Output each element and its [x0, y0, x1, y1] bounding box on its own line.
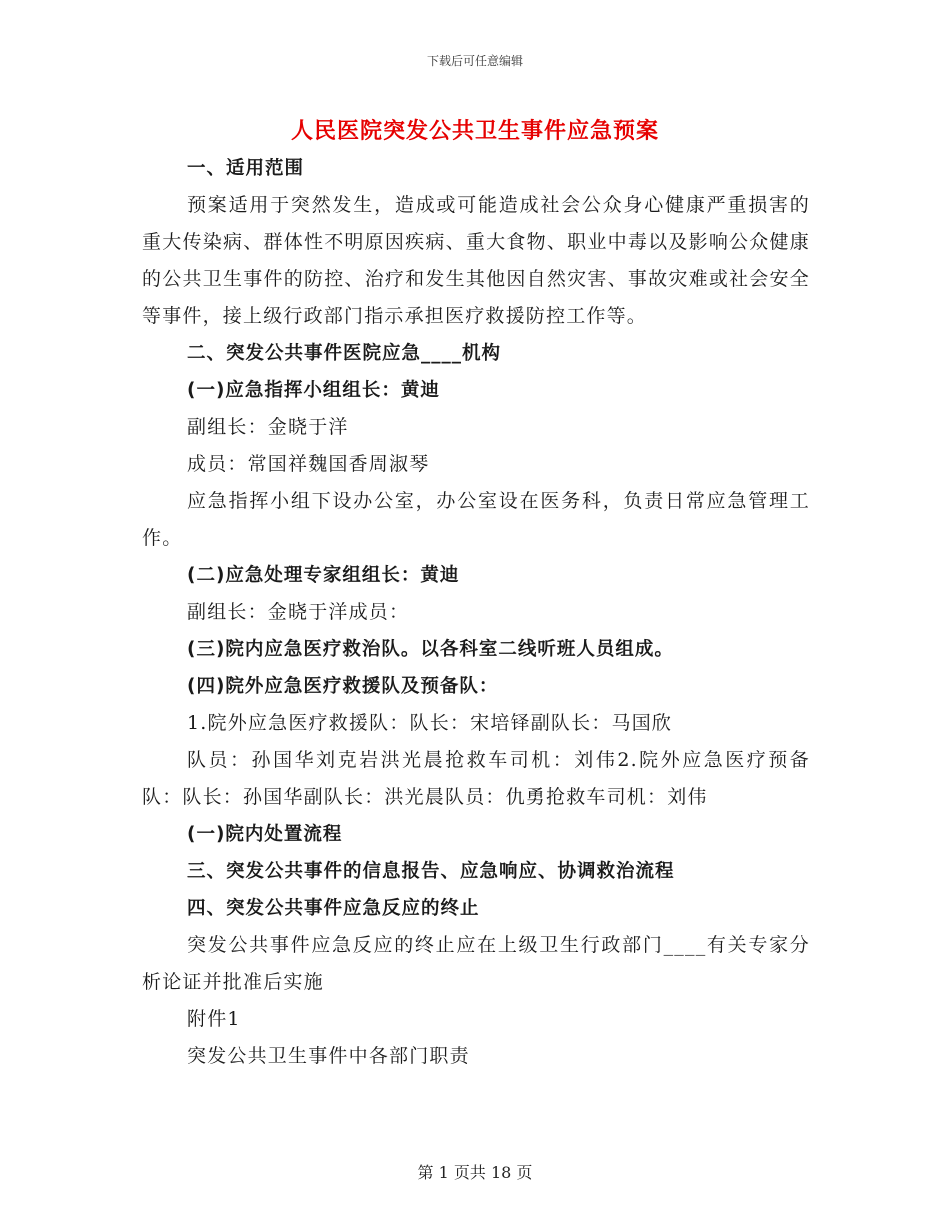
paragraph-members: 成员：常国祥魏国香周淑琴: [187, 453, 430, 475]
document-body: [142, 150, 810, 1075]
subsection-command-group: (一)应急指挥小组组长：黄迪: [187, 380, 440, 401]
section-heading-scope: 一、适用范围: [187, 158, 305, 179]
paragraph-deputy-leaders: 副组长：金晓于洋: [187, 416, 349, 438]
appendix-label: 附件1: [187, 1008, 241, 1030]
paragraph-termination: 突发公共事件应急反应的终止应在上级卫生行政部门____有关专家分析论证并批准后实施: [142, 934, 810, 993]
section-heading-organization: 二、突发公共事件医院应急____机构: [187, 343, 502, 364]
page-footer: 第 1 页共 18 页: [417, 1163, 533, 1182]
subsection-outhospital-team: (四)院外应急医疗救援队及预备队：: [187, 676, 499, 697]
paragraph-rescue-team: 1.院外应急医疗救援队：队长：宋培铎副队长：马国欣: [187, 712, 673, 734]
subsection-process: (一)院内处置流程: [187, 824, 343, 845]
paragraph-office: 应急指挥小组下设办公室，办公室设在医务科，负责日常应急管理工作。: [142, 490, 810, 549]
paragraph-scope: 预案适用于突然发生，造成或可能造成社会公众身心健康严重损害的重大传染病、群体性不明原因疾病、重大食物、职业中毒以及影响公众健康的公共卫生事件的防控、治疗和发生其他因自然灾害、事故灾难或社会安全等事件，接上级行政部门指示承担医疗救援防控工作等。: [142, 194, 810, 327]
section-heading-reporting: 三、突发公共事件的信息报告、应急响应、协调救治流程: [187, 861, 675, 882]
subsection-expert-group: (二)应急处理专家组组长：黄迪: [187, 565, 460, 586]
header-note: 下载后可任意编辑: [426, 54, 523, 68]
document-title: 人民医院突发公共卫生事件应急预案: [290, 118, 659, 144]
paragraph-expert-deputy: 副组长：金晓于洋成员：: [187, 601, 410, 623]
subsection-inhospital-team: (三)院内应急医疗救治队。以各科室二线听班人员组成。: [187, 639, 674, 660]
section-heading-termination: 四、突发公共事件应急反应的终止: [187, 898, 480, 919]
paragraph-team-members: 队员：孙国华刘克岩洪光晨抢救车司机：刘伟2.院外应急医疗预备队：队长：孙国华副队长：洪光晨队员：仇勇抢救车司机：刘伟: [142, 749, 810, 808]
appendix-title: 突发公共卫生事件中各部门职责: [187, 1045, 470, 1067]
